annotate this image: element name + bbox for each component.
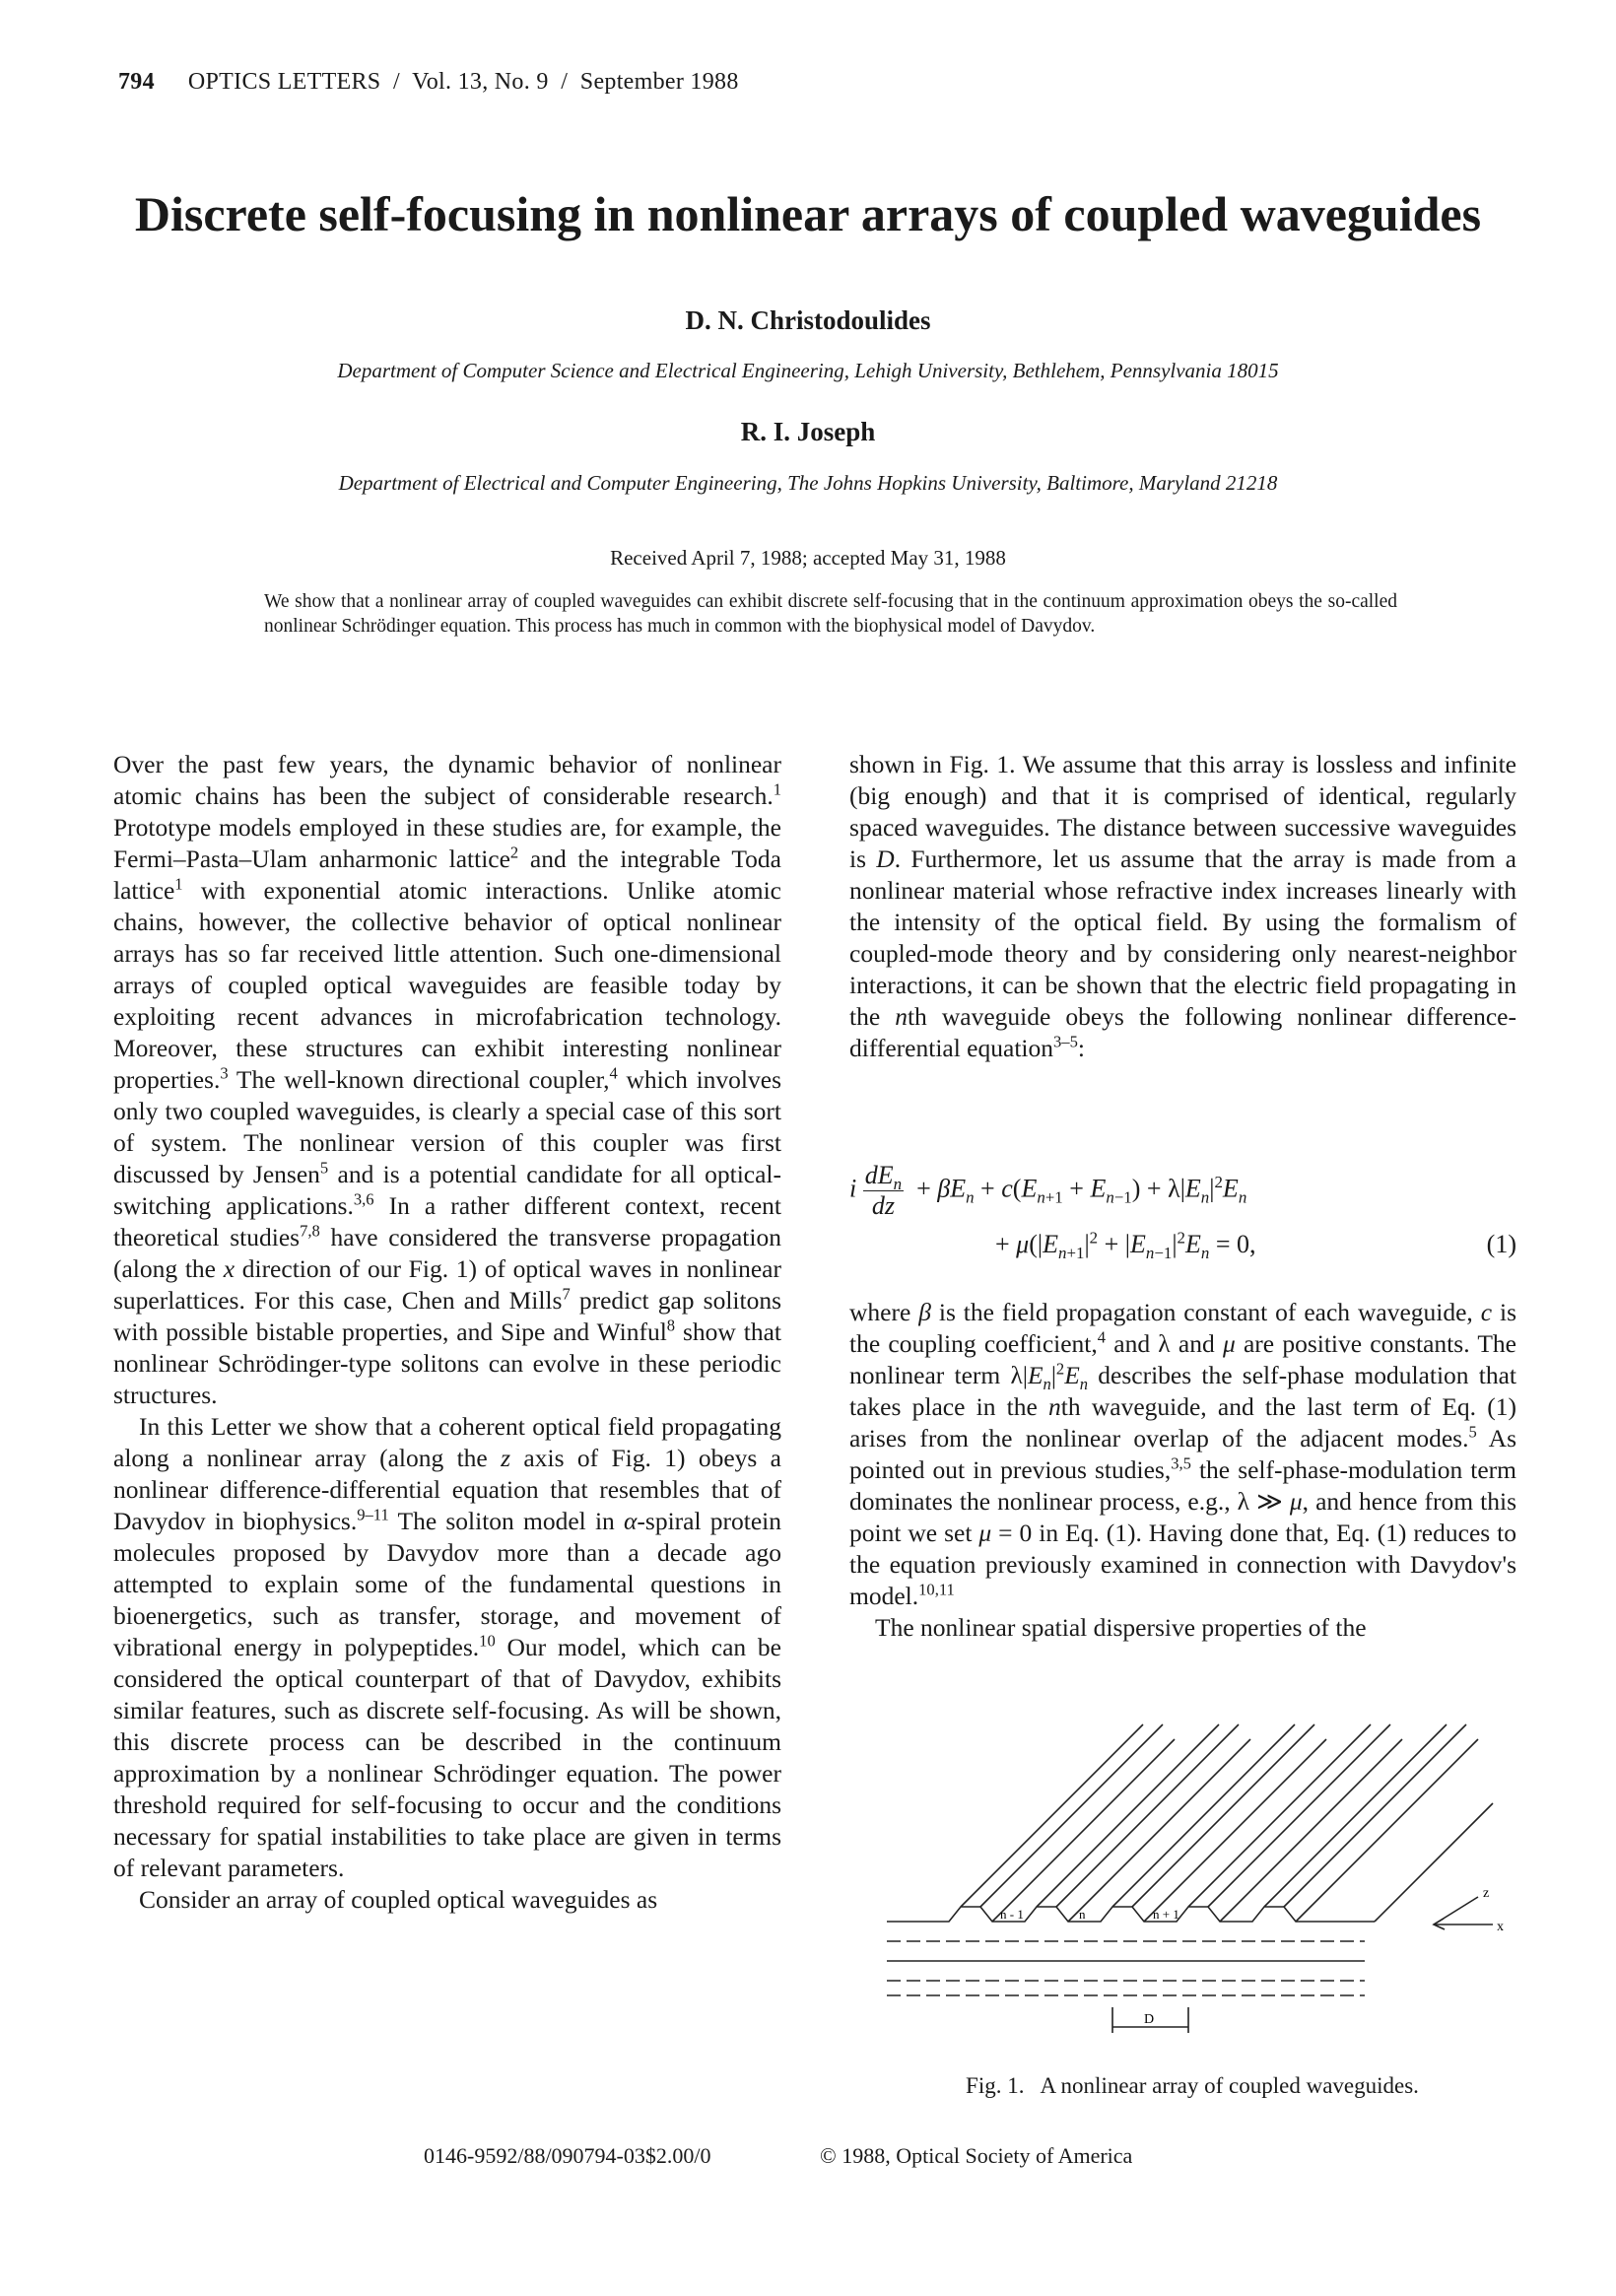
- body-paragraph: where β is the field propagation constant of each waveguide, c is the coupling coefficient,$^4$ and λ and μ are positive constants. The nonlinear term $\lambda|E_n|^2E_n$ describes the self-phase modulation that takes place in the nth waveguide, and the last term of Eq. (1) arises from the nonlinear overlap of the adjacent modes.$^5$ As pointed out in previous studies,$^{3,5}$ the self-phase-modulation term dominates the nonlinear process, e.g., λ ≫ μ, and hence from this point we set μ = 0 in Eq. (1). Having done that, Eq. (1) reduces to the equation previously examined in connection with Davydov's model.$^{10,11}$: [849, 1298, 1517, 1610]
- author-name: D. N. Christodoulides: [685, 305, 931, 335]
- author-affiliation: Department of Electrical and Computer Engineering, The Johns Hopkins University, Baltimore, Maryland 21218: [338, 471, 1278, 495]
- body-paragraph: shown in Fig. 1. We assume that this array is lossless and infinite (big enough) and that it is comprised of identical, regularly spaced waveguides. The distance between successive waveguides is D. Furthermore, let us assume that the array is made from a nonlinear material whose refractive index increases linearly with the intensity of the optical field. By using the formalism of coupled-mode theory and by considering only nearest-neighbor interactions, it can be shown that the electric field propagating in the nth waveguide obeys the following nonlinear difference-differential equation$^{3-5}$:: [849, 750, 1516, 1062]
- article-title: Discrete self-focusing in nonlinear arrays of coupled waveguides: [134, 186, 1482, 241]
- figure-caption: Fig. 1. A nonlinear array of coupled waveguides.: [966, 2073, 1419, 2098]
- equation-1: i $\frac{dE_n}{dz}$ + $\beta E_n + c(E_{n+1} + E_{n-1}) + \lambda|E_n|^2E_n$ + $\mu(|E_{n+1}|^2 + |E_{n-1}|^2E_n = 0$, (1): [849, 1161, 1516, 1263]
- equation-number: (1): [1486, 1230, 1516, 1258]
- body-column-left: [113, 749, 781, 1916]
- body-paragraph: The nonlinear spatial dispersive properties of the: [875, 1613, 1367, 1642]
- label-n: n: [1079, 1907, 1086, 1922]
- figure-waveguide-array: [882, 1700, 1513, 2055]
- axis-label-x: x: [1497, 1920, 1504, 1934]
- body-column-right-continued: [849, 1297, 1516, 1644]
- label-n-minus-1: n - 1: [1000, 1907, 1024, 1922]
- footer-copyright: © 1988, Optical Society of America: [820, 2143, 1133, 2168]
- label-D: D: [1144, 2012, 1155, 2027]
- received-dates: Received April 7, 1988; accepted May 31, 1988: [610, 546, 1006, 570]
- body-column-right: [849, 749, 1516, 1064]
- footer-code: 0146-9592/88/090794-03$2.00/0: [424, 2143, 711, 2168]
- body-paragraph: In this Letter we show that a coherent optical field propagating along a nonlinear array (along the z axis of Fig. 1) obeys a nonlinear difference-differential equation that resembles that of Davydov in biophysics.$^{9-11}$ The soliton model in α-spiral protein molecules proposed by Davydov more than a decade ago attempted to explain some of the fundamental questions in bioenergetics, such as transfer, storage, and movement of vibrational energy in polypeptides.$^{10}$ Our model, which can be considered the optical counterpart of that of Davydov, exhibits similar features, such as discrete self-focusing. As will be shown, this discrete process can be described in the continuum approximation by a nonlinear Schrödinger equation. The power threshold required for self-focusing to occur and the conditions necessary for spatial instabilities to take place are given in terms of relevant parameters.: [113, 1412, 782, 1882]
- axis-label-z: z: [1483, 1886, 1490, 1901]
- journal-info: OPTICS LETTERS / Vol. 13, No. 9 / September 1988: [187, 69, 739, 95]
- author-affiliation: Department of Computer Science and Electrical Engineering, Lehigh University, Bethlehem, Pennsylvania 18015: [337, 359, 1279, 382]
- abstract: We show that a nonlinear array of coupled waveguides can exhibit discrete self-focusing that in the continuum approximation obeys the so-called nonlinear Schrödinger equation. This process has much in common with the biophysical model of Davydov.: [264, 591, 1397, 637]
- body-paragraph: Consider an array of coupled optical waveguides as: [139, 1885, 658, 1914]
- label-n-plus-1: n + 1: [1153, 1907, 1179, 1922]
- author-name: R. I. Joseph: [740, 417, 876, 446]
- running-head: [118, 69, 739, 96]
- page-number: 794: [118, 69, 155, 95]
- body-paragraph: Over the past few years, the dynamic behavior of nonlinear atomic chains has been the subject of considerable research.$^1$ Prototype models employed in these studies are, for example, the Fermi–Pasta–Ulam anharmonic lattice$^2$ and the integrable Toda lattice$^1$ with exponential atomic interactions. Unlike atomic chains, however, the collective behavior of optical nonlinear arrays has so far received little attention. Such one-dimensional arrays of coupled optical waveguides are feasible today by exploiting recent advances in microfabrication technology. Moreover, these structures can exhibit interesting nonlinear properties.$^3$ The well-known directional coupler,$^4$ which involves only two coupled waveguides, is clearly a special case of this sort of system. The nonlinear version of this coupler was first discussed by Jensen$^5$ and is a potential candidate for all optical-switching applications.$^{3,6}$ In a rather different context, recent theoretical studies$^{7,8}$ have considered the transverse propagation (along the x direction of our Fig. 1) of optical waves in nonlinear superlattices. For this case, Chen and Mills$^7$ predict gap solitons with possible bistable properties, and Sipe and Winful$^8$ show that nonlinear Schrödinger-type solitons can evolve in these periodic structures.: [113, 750, 782, 1409]
